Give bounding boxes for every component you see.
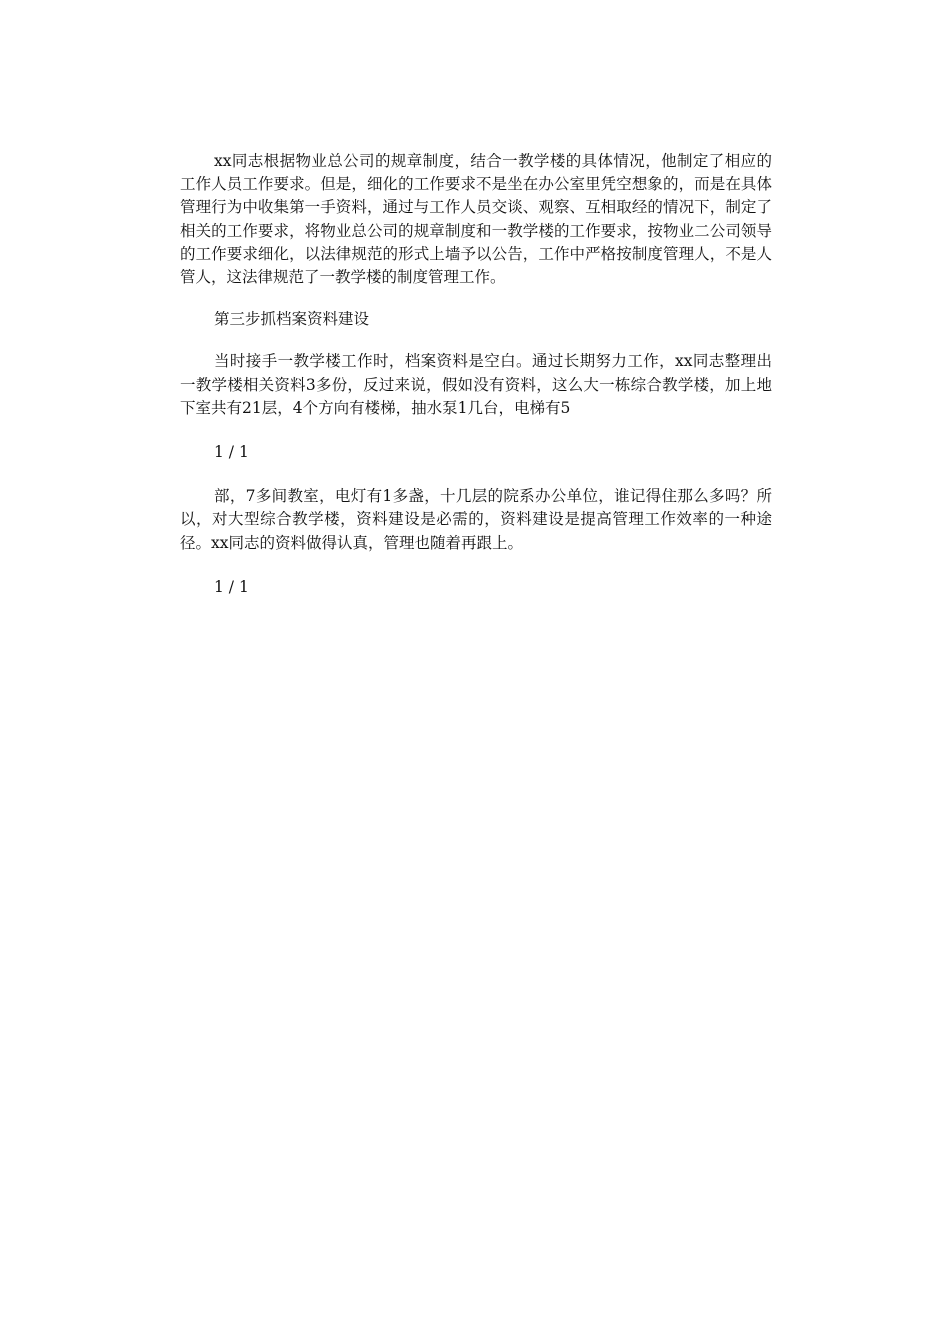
document-body xyxy=(180,150,772,599)
section-heading-archive: 第三步抓档案资料建设 xyxy=(214,310,370,329)
paragraph-management-rules: xx同志根据物业总公司的规章制度，结合一教学楼的具体情况，他制定了相应的工作人员工作要求。但是，细化的工作要求不是坐在办公室里凭空想象的，而是在具体管理行为中收集第一手资料，通过与工作人员交谈、观察、互相取经的情况下，制定了相关的工作要求，将物业总公司的规章制度和一教学楼的工作要求，按物业二公司领导的工作要求细化，以法律规范的形式上墙予以公告，工作中严格按制度管理人，不是人管人，这法律规范了一教学楼的制度管理工作。 xyxy=(180,152,772,287)
page-number: 1 / 1 xyxy=(214,577,249,596)
paragraph-archive-start: 当时接手一教学楼工作时，档案资料是空白。通过长期努力工作，xx同志整理出一教学楼相关资料3多份，反过来说，假如没有资料，这么大一栋综合教学楼，加上地下室共有21层，4个方向有楼梯，抽水泵1几台，电梯有5 xyxy=(180,352,772,417)
paragraph-archive-continued: 部，7多间教室，电灯有1多盏，十几层的院系办公单位，谁记得住那么多吗？所以，对大型综合教学楼，资料建设是必需的，资料建设是提高管理工作效率的一种途径。xx同志的资料做得认真，管理也随着再跟上。 xyxy=(180,487,772,552)
page-number: 1 / 1 xyxy=(214,443,249,462)
